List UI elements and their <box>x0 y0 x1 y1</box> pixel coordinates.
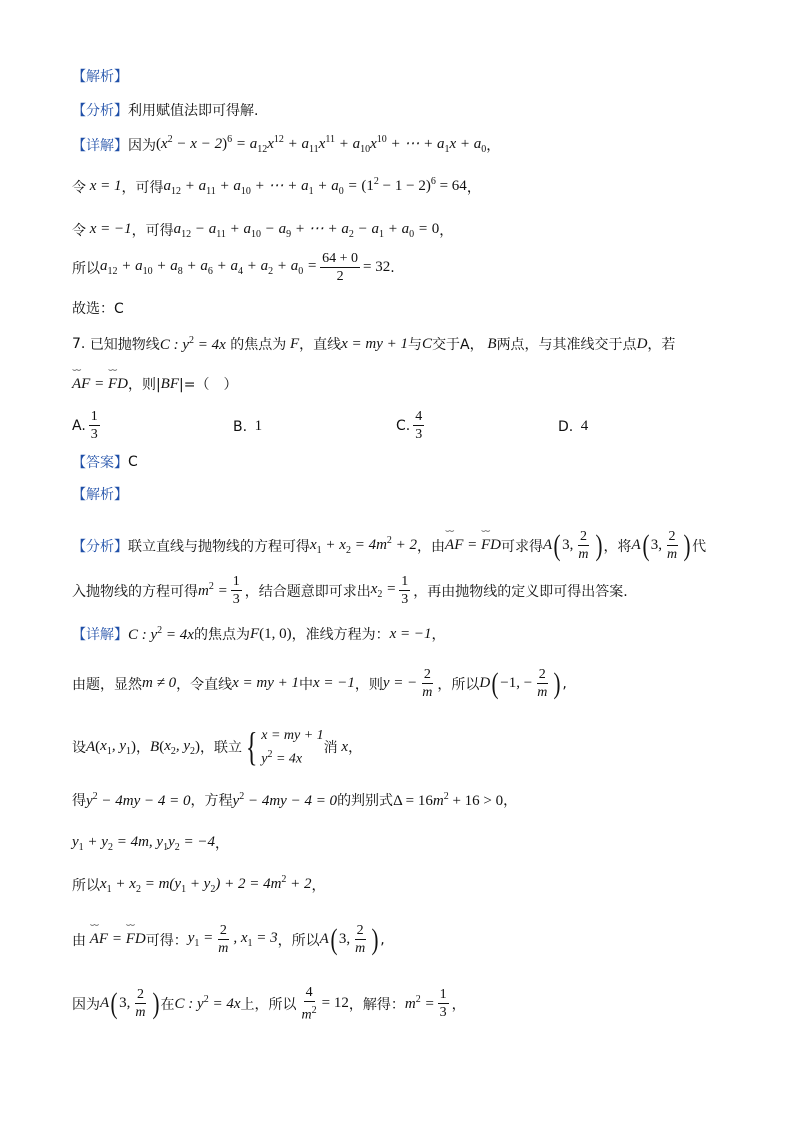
option-d[interactable]: D. 4 <box>558 418 589 435</box>
fenxi-line-1: 【分析】 联立直线与抛物线的方程可得 $x_1 + x_2 = 4m^2 + 2$ ，由 ⌣⌣ AF = ⌣⌣ FD 可求得 A ( 3, $\frac{2}{m}$ ) ，将 A ( 3, $\frac{2}{m}$ ) 代 <box>72 528 706 563</box>
detail-2-line-4: 得 $y^2 - 4my - 4 = 0$ ，方程 $y^2 - 4my - 4 = 0$ 的判别式 $\Delta = 16m^2 + 16 > 0$ ， <box>72 790 518 809</box>
question-7-stem-2: ⌣⌣ AF = ⌣⌣ FD ，则| BF |=（ ） <box>72 374 237 394</box>
question-7-stem: 7. 已知抛物线 C : $y^2 = 4x$ 的焦点为 F ，直线 x = my + 1 与 C 交于A， B 两点，与其准线交于点 D ，若 <box>72 334 676 353</box>
answer-line-2: 【答案】 C <box>72 454 138 471</box>
analysis-header-2: 【解析】 <box>72 487 128 503</box>
detail-2-line-7: 由 ⌣⌣ AF = ⌣⌣ FD 可得： $y_1$ = $\frac{2}{m}$ , $x_1 = 3$ ，所以 A ( 3, $\frac{2}{m}$ ) , <box>72 922 385 957</box>
substitution-x-1: $a_{12} + a_{11} + a_{10}$ + ⋯ + $a_1 + a_0 = (1^2 - 1 - 2)^6 = 64$ <box>163 176 467 197</box>
detail-2-line-8: 因为 A ( 3, $\frac{2}{m}$ ) 在 C : $y^2 = 4x$ 上，所以 $\frac{4}{m^2}$ = 12 ，解得： $m^2$ = $\frac{1}{3}$ ， <box>72 985 466 1023</box>
detail-line-2: 令 x = 1 ，可得 $a_{12} + a_{11} + a_{10}$ + ⋯ + $a_1 + a_0 = (1^2 - 1 - 2)^6 = 64$ ， <box>72 176 481 197</box>
fenxi-text: 利用赋值法即可得解. <box>128 103 259 119</box>
xiangjie-tag: 【详解】 <box>72 137 128 154</box>
analysis-line <box>72 100 258 120</box>
option-c[interactable]: C. $\frac{4}{3}$ <box>396 409 423 442</box>
fenxi-line-2: 入抛物线的方程可得 $m^2$ = $\frac{1}{3}$ ，结合题意即可求出 $x_2$ = $\frac{1}{3}$ ，再由抛物线的定义即可得出答案. <box>72 574 628 607</box>
answer-line-1: 故选：C <box>72 301 124 317</box>
detail-2-line-3: 设 A ( $x_1$, $y_1$ ) ， B ( $x_2$, $y_2$ ) ，联立 { x = my + 1 $y^2 = 4x$ 消 x ， <box>72 724 363 770</box>
analysis-header <box>72 66 128 86</box>
detail-line-3: 令 x = −1 ，可得 $a_{12} - a_{11} + a_{10} - a_9$ + ⋯ + $a_2 - a_1 + a_0 = 0$ ， <box>72 221 454 240</box>
detail-2-line-6: 所以 $x_1 + x_2 = m(y_1 + y_2) + 2 = 4m^2 + 2$ ， <box>72 874 326 895</box>
equation-system: { x = my + 1 $y^2 = 4x$ <box>245 724 324 770</box>
expansion-equation: $(x^2 - x - 2)^6 = a_{12}x^{12} + a_{11}x^{11} + a_{10}x^{10}$ + ⋯ + $a_1x + a_0$ <box>156 134 487 155</box>
substitution-x-neg1: $a_{12} - a_{11} + a_{10} - a_9$ + ⋯ + $a_2 - a_1 + a_0 = 0$ <box>173 221 440 240</box>
detail-2-line-5: $y_1 + y_2 = 4m$, $y_1y_2 = -4$ ， <box>72 833 229 853</box>
jiexi-tag: 【解析】 <box>72 69 128 85</box>
fenxi-tag: 【分析】 <box>72 103 128 119</box>
detail-line-1: 【详解】 因为 $(x^2 - x - 2)^6 = a_{12}x^{12} + a_{11}x^{11} + a_{10}x^{10}$ + ⋯ + $a_1x + a_0$ ， <box>72 134 501 155</box>
option-a[interactable]: A. $\frac{1}{3}$ <box>72 409 98 442</box>
detail-line-4: 所以 $a_{12} + a_{10} + a_8 + a_6 + a_4 + a_2 + a_0$ = $\frac{64 + 0}{2}$ = 32 . <box>72 251 395 284</box>
detail-2-line-2: 由题，显然 m ≠ 0 ，令直线 x = my + 1 中 x = −1 ，则 y = − $\frac{2}{m}$ ，所以 D ( −1, − $\frac{2}{m}$ ) , <box>72 666 567 700</box>
option-b[interactable]: B. 1 <box>233 418 263 435</box>
detail-2-line-1: 【详解】 C : $y^2 = 4x$ 的焦点为 F (1, 0) ，准线方程为： x = −1 ， <box>72 624 446 643</box>
fraction-64-2: $\frac{64 + 0}{2}$ <box>322 251 359 284</box>
